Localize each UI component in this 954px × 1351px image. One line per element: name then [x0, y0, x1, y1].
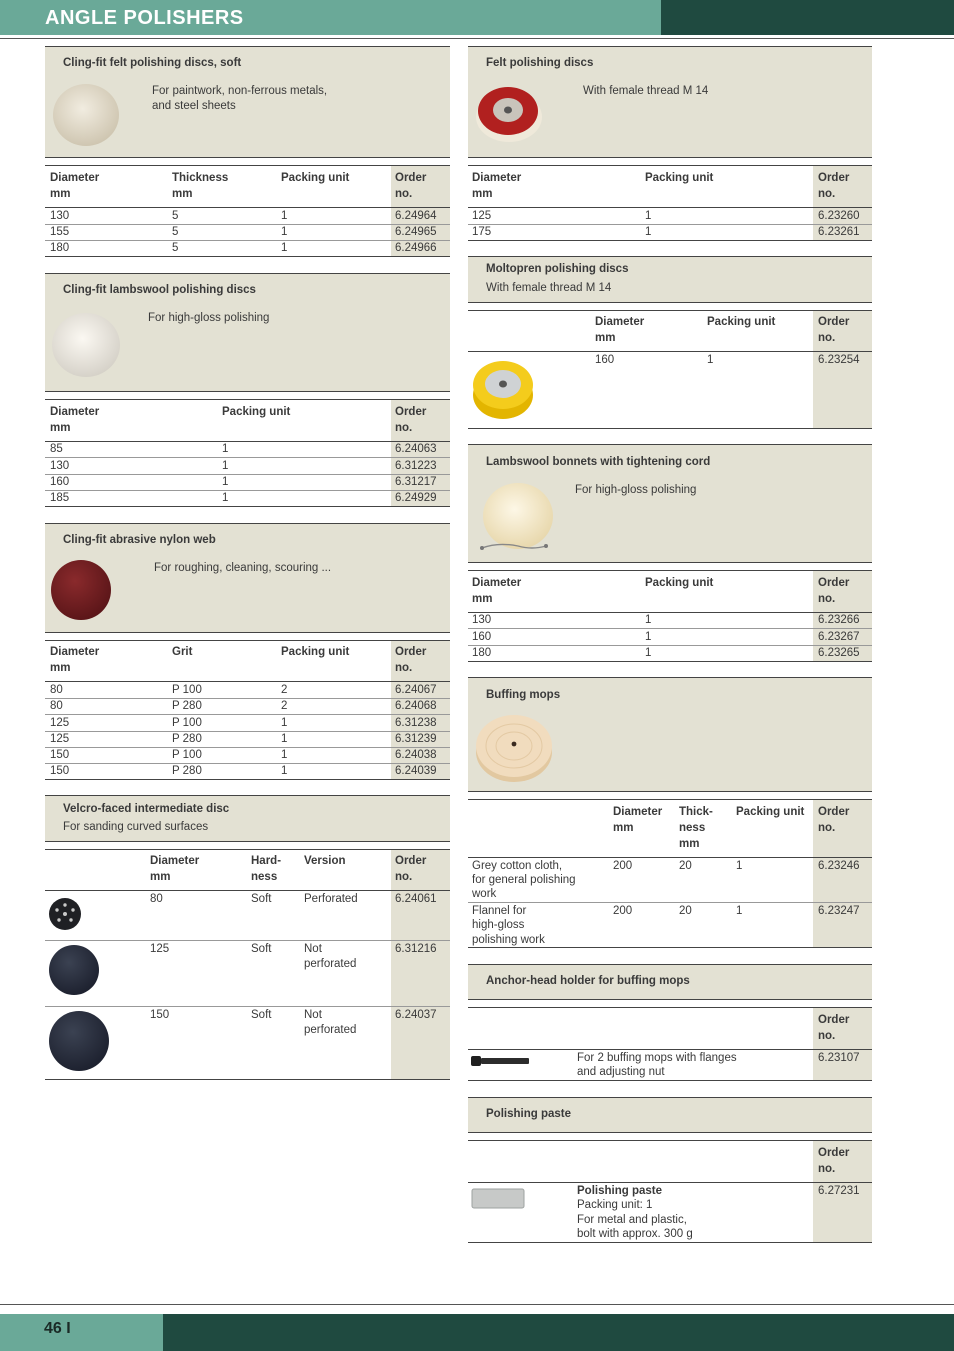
table-cell: 160 — [50, 476, 70, 488]
section-title: Cling-fit felt polishing discs, soft — [63, 57, 242, 69]
table-cell: 1 — [645, 614, 652, 626]
table-cell: 6.24929 — [395, 492, 437, 504]
table-cell: 6.23247 — [818, 905, 860, 917]
paste-bar-image — [471, 1188, 527, 1210]
table-cell: Soft — [251, 1009, 272, 1021]
table-cell: 80 — [50, 684, 63, 696]
perforated-disc-image — [48, 897, 82, 931]
table-cell: 6.24964 — [395, 210, 437, 222]
col-header: Diameter — [50, 406, 100, 418]
section-desc: With female thread M 14 — [486, 282, 612, 294]
col-header: mm — [50, 188, 71, 200]
footer-rule — [0, 1304, 954, 1305]
col-header: Grit — [172, 646, 193, 658]
table-cell: 1 — [222, 443, 229, 455]
table-cell: 1 — [281, 765, 288, 777]
table-cell: 6.23246 — [818, 860, 860, 872]
table-cell: 1 — [222, 492, 229, 504]
table-cell: 6.27231 — [818, 1185, 860, 1197]
col-header: no. — [395, 662, 413, 674]
section-title: Cling-fit lambswool polishing discs — [63, 284, 256, 296]
table-cell: 1 — [281, 717, 288, 729]
col-header: Order — [395, 855, 427, 867]
table-cell: perforated — [304, 958, 357, 970]
table-cell: P 280 — [172, 700, 202, 712]
table-cell: bolt with approx. 300 g — [577, 1228, 693, 1240]
nonperforated-disc-image — [48, 1010, 110, 1072]
col-header: mm — [50, 662, 71, 674]
footer-band-dark — [163, 1314, 954, 1351]
table-cell: Grey cotton cloth, — [472, 860, 563, 872]
col-header: Thickness — [172, 172, 229, 184]
table-cell: 1 — [645, 210, 652, 222]
section-desc: For high-gloss polishing — [148, 312, 270, 324]
table-cell: 6.24038 — [395, 749, 437, 761]
table-cell: 6.23261 — [818, 226, 860, 238]
col-header: mm — [172, 188, 193, 200]
nylon-web-disc-image — [50, 559, 112, 621]
table-cell: 1 — [736, 905, 743, 917]
table-cell: 130 — [472, 614, 492, 626]
col-header: Order — [818, 577, 850, 589]
table-cell: 185 — [50, 492, 70, 504]
col-header: mm — [595, 332, 616, 344]
table-cell: 125 — [50, 717, 70, 729]
table-cell: 1 — [222, 460, 229, 472]
table-cell: P 280 — [172, 765, 202, 777]
table-cell: P 100 — [172, 749, 202, 761]
section-desc: With female thread M 14 — [583, 85, 709, 97]
col-header: Order — [395, 646, 427, 658]
table-cell: 1 — [281, 226, 288, 238]
table-cell: 5 — [172, 210, 179, 222]
col-header: no. — [818, 332, 836, 344]
table-cell: 1 — [645, 226, 652, 238]
table-cell: polishing work — [472, 934, 545, 946]
table-cell: 6.24966 — [395, 242, 437, 254]
table-cell: 1 — [281, 242, 288, 254]
table-cell: 6.23260 — [818, 210, 860, 222]
table-cell: 20 — [679, 905, 692, 917]
table-cell: 130 — [50, 210, 70, 222]
table-cell: 160 — [472, 631, 492, 643]
table-cell: Soft — [251, 893, 272, 905]
col-header: Diameter — [595, 316, 645, 328]
col-header: Packing unit — [645, 172, 714, 184]
table-cell: 6.24068 — [395, 700, 437, 712]
table-cell: 6.24039 — [395, 765, 437, 777]
table-cell: 125 — [472, 210, 492, 222]
section-title: Polishing paste — [486, 1108, 571, 1120]
page-title: ANGLE POLISHERS — [45, 7, 244, 29]
col-header: Packing unit — [281, 172, 350, 184]
section-title: Velcro-faced intermediate disc — [63, 803, 230, 815]
col-header: mm — [472, 593, 493, 605]
table-cell: 1 — [645, 647, 652, 659]
col-header: Order — [818, 806, 850, 818]
table-cell: 6.31217 — [395, 476, 437, 488]
table-cell: Perforated — [304, 893, 358, 905]
col-header: Diameter — [472, 577, 522, 589]
table-cell: 1 — [281, 749, 288, 761]
section-title: Moltopren polishing discs — [486, 263, 629, 275]
section-title: Felt polishing discs — [486, 57, 594, 69]
table-cell: Not — [304, 943, 322, 955]
table-cell: 6.31238 — [395, 717, 437, 729]
table-cell: P 280 — [172, 733, 202, 745]
col-header: Packing unit — [645, 577, 714, 589]
table-cell: 1 — [281, 210, 288, 222]
table-cell: 175 — [472, 226, 492, 238]
table-cell: 125 — [150, 943, 170, 955]
col-header: mm — [50, 422, 71, 434]
section-title: Buffing mops — [486, 689, 561, 701]
table-cell: For 2 buffing mops with flanges — [577, 1052, 737, 1064]
table-cell: 155 — [50, 226, 70, 238]
section-desc: For roughing, cleaning, scouring ... — [154, 562, 332, 574]
table-cell: 1 — [222, 476, 229, 488]
col-header: no. — [818, 822, 836, 834]
col-header: Diameter — [613, 806, 663, 818]
header-rule — [0, 38, 954, 39]
table-cell: high-gloss — [472, 919, 525, 931]
table-cell: P 100 — [172, 684, 202, 696]
table-cell: 1 — [281, 733, 288, 745]
table-cell: 80 — [150, 893, 163, 905]
col-header: Order — [818, 1147, 850, 1159]
section-desc: For paintwork, non-ferrous metals, — [152, 85, 328, 97]
col-header: Diameter — [50, 646, 100, 658]
table-cell: 6.31239 — [395, 733, 437, 745]
section-desc: For high-gloss polishing — [575, 484, 697, 496]
header-band-dark — [661, 0, 954, 35]
col-header: mm — [472, 188, 493, 200]
section-title: Anchor-head holder for buffing mops — [486, 975, 690, 987]
table-cell: Soft — [251, 943, 272, 955]
col-header: no. — [818, 1163, 836, 1175]
table-cell: 150 — [150, 1009, 170, 1021]
col-header: Packing unit — [281, 646, 350, 658]
moltopren-disc-image — [471, 357, 535, 421]
table-cell: 80 — [50, 700, 63, 712]
col-header: Packing unit — [222, 406, 291, 418]
col-header: Packing unit — [736, 806, 805, 818]
table-cell: 180 — [50, 242, 70, 254]
col-header: Order — [818, 316, 850, 328]
table-cell: 1 — [736, 860, 743, 872]
table-cell: Flannel for — [472, 905, 527, 917]
col-header: Hard- — [251, 855, 282, 867]
table-cell: 5 — [172, 226, 179, 238]
section-desc: and steel sheets — [152, 100, 236, 112]
table-cell: 180 — [472, 647, 492, 659]
table-cell: 6.31216 — [395, 943, 437, 955]
table-cell: 1 — [707, 354, 714, 366]
table-cell: perforated — [304, 1024, 357, 1036]
felt-disc-image — [474, 83, 544, 143]
table-cell: 5 — [172, 242, 179, 254]
table-cell: 85 — [50, 443, 63, 455]
table-cell: Not — [304, 1009, 322, 1021]
col-header: Thick- — [679, 806, 713, 818]
col-header: Order — [818, 1014, 850, 1026]
col-header: no. — [395, 422, 413, 434]
table-cell: 6.24067 — [395, 684, 437, 696]
table-cell: and adjusting nut — [577, 1066, 665, 1078]
table-cell: Packing unit: 1 — [577, 1199, 653, 1211]
table-cell: 6.23267 — [818, 631, 860, 643]
col-header: no. — [818, 188, 836, 200]
table-cell: 2 — [281, 700, 288, 712]
felt-disc-image — [52, 83, 120, 147]
page-number: 46 I — [44, 1320, 71, 1337]
col-header: no. — [395, 188, 413, 200]
col-header: no. — [818, 593, 836, 605]
table-cell: 6.24965 — [395, 226, 437, 238]
table-cell: 150 — [50, 749, 70, 761]
table-cell: For metal and plastic, — [577, 1214, 687, 1226]
table-cell: 6.23266 — [818, 614, 860, 626]
table-cell: P 100 — [172, 717, 202, 729]
section-title: Cling-fit abrasive nylon web — [63, 534, 216, 546]
col-header: ness — [251, 871, 278, 883]
lambswool-disc-image — [50, 311, 122, 379]
col-header: mm — [679, 838, 700, 850]
col-header: Order — [818, 172, 850, 184]
table-cell: 160 — [595, 354, 615, 366]
col-header: mm — [150, 871, 171, 883]
col-header: no. — [395, 871, 413, 883]
col-header: no. — [818, 1030, 836, 1042]
table-cell: 6.24063 — [395, 443, 437, 455]
table-cell: 150 — [50, 765, 70, 777]
footer-band — [0, 1314, 163, 1351]
col-header: Diameter — [150, 855, 200, 867]
col-header: Packing unit — [707, 316, 776, 328]
table-cell: 130 — [50, 460, 70, 472]
table-cell: 20 — [679, 860, 692, 872]
bonnet-image — [474, 480, 558, 556]
table-cell: 125 — [50, 733, 70, 745]
table-cell: Polishing paste — [577, 1185, 662, 1197]
section-desc: For sanding curved surfaces — [63, 821, 209, 833]
col-header: Diameter — [472, 172, 522, 184]
nonperforated-disc-image — [48, 944, 100, 996]
table-cell: 1 — [645, 631, 652, 643]
table-cell: 6.31223 — [395, 460, 437, 472]
col-header: Version — [304, 855, 346, 867]
table-cell: 6.24061 — [395, 893, 437, 905]
table-cell: 200 — [613, 860, 633, 872]
table-cell: 2 — [281, 684, 288, 696]
col-header: mm — [613, 822, 634, 834]
buffing-mop-image — [474, 712, 554, 784]
table-cell: 6.23107 — [818, 1052, 860, 1064]
col-header: ness — [679, 822, 706, 834]
table-cell: 6.23254 — [818, 354, 860, 366]
table-cell: work — [472, 888, 497, 900]
col-header: Order — [395, 172, 427, 184]
table-cell: 200 — [613, 905, 633, 917]
table-cell: 6.24037 — [395, 1009, 437, 1021]
col-header: Diameter — [50, 172, 100, 184]
section-title: Lambswool bonnets with tightening cord — [486, 456, 711, 468]
table-cell: 6.23265 — [818, 647, 860, 659]
table-cell: for general polishing — [472, 874, 576, 886]
anchor-holder-image — [471, 1054, 531, 1068]
col-header: Order — [395, 406, 427, 418]
